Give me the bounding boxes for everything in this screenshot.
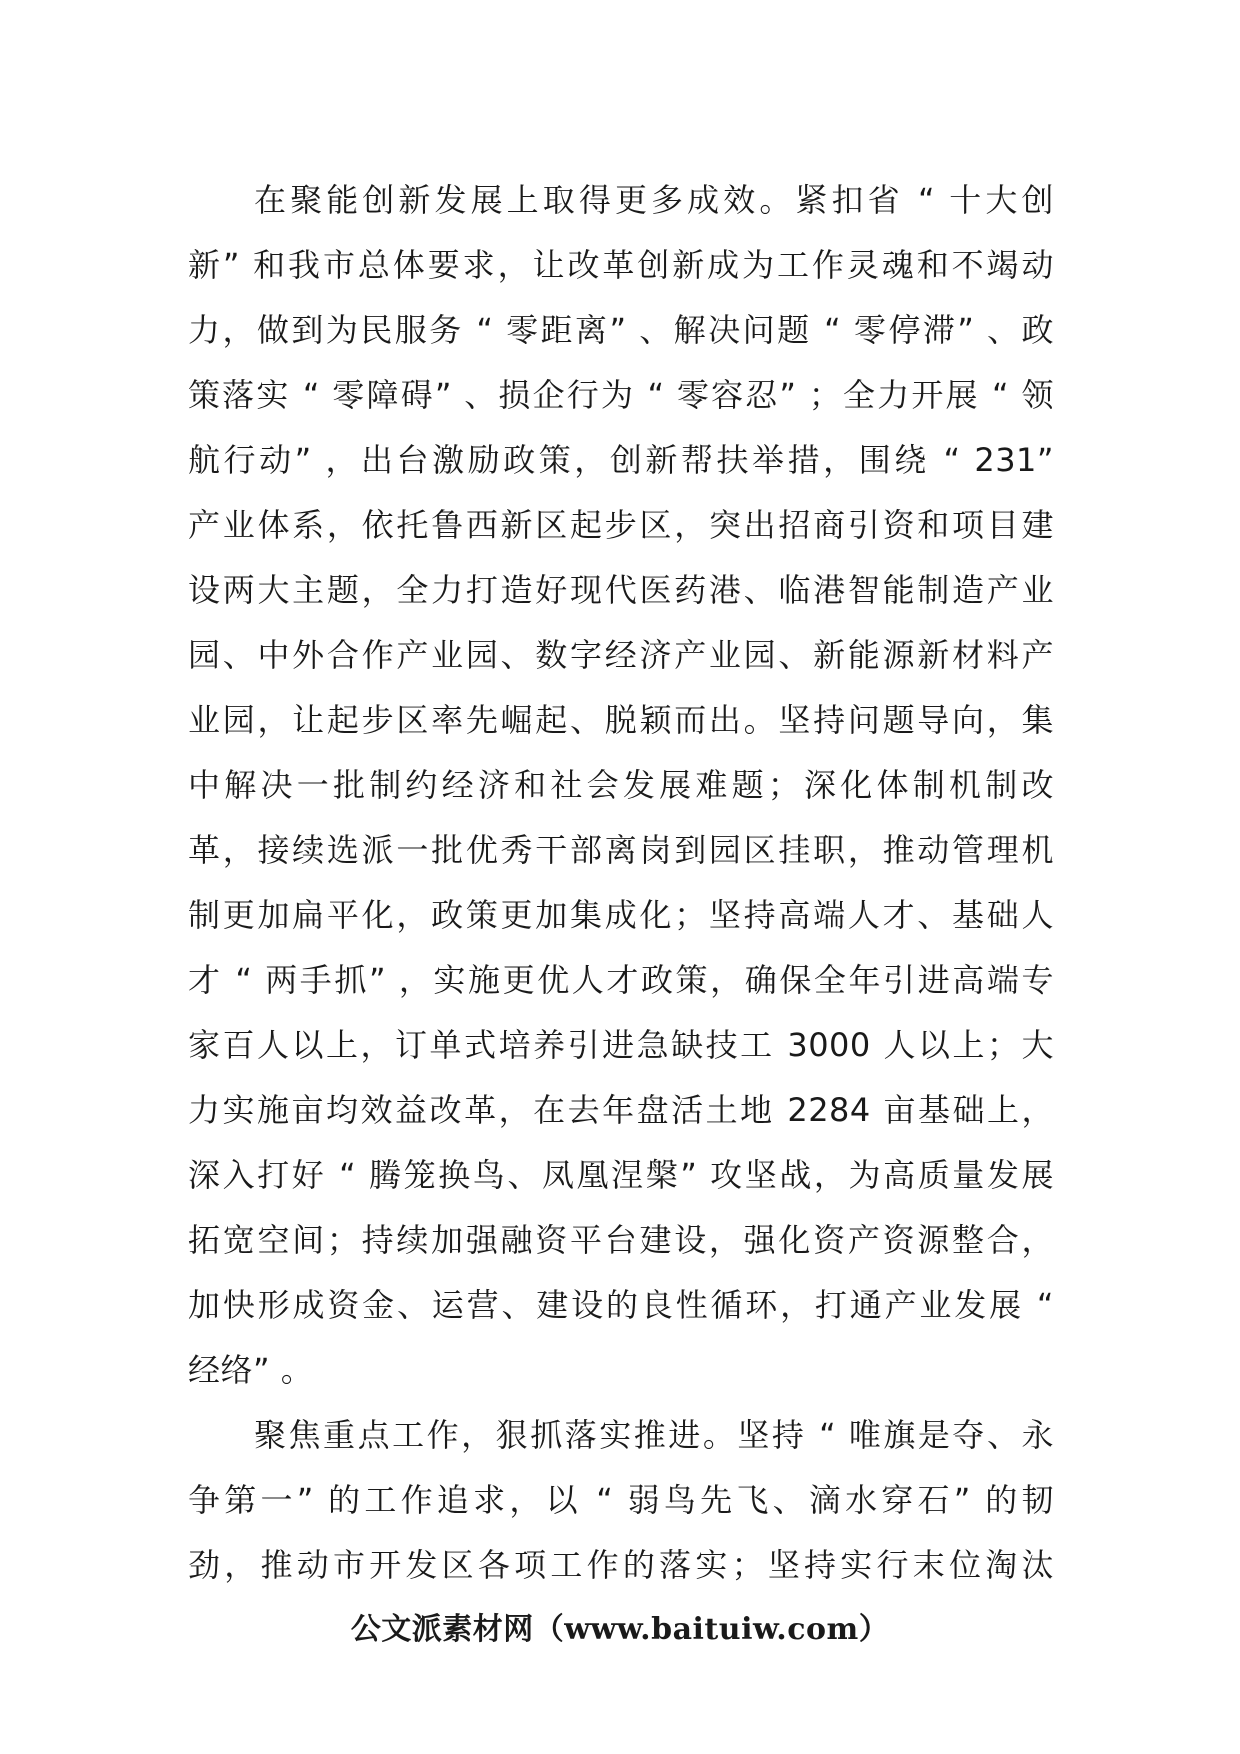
- paragraph-1-line: 产业体系，依托鲁西新区起步区，突出招商引资和项目建: [188, 506, 1054, 544]
- paragraph-1-line: 新” 和我市总体要求，让改革创新成为工作灵魂和不竭动: [188, 246, 1054, 284]
- paragraph-1-line: 力，做到为民服务 “ 零距离” 、解决问题 “ 零停滞” 、政: [188, 311, 1054, 349]
- paragraph-1-line: 力实施亩均效益改革，在去年盘活土地 2284 亩基础上，: [188, 1091, 1054, 1129]
- paragraph-2-line: 劲，推动市开发区各项工作的落实；坚持实行末位淘汰: [188, 1546, 1054, 1584]
- paragraph-1-line: 策落实 “ 零障碍” 、损企行为 “ 零容忍” ；全力开展 “ 领: [188, 376, 1054, 414]
- paragraph-1-line: 深入打好 “ 腾笼换鸟、凤凰涅槃” 攻坚战，为高质量发展: [188, 1156, 1054, 1194]
- paragraph-1-line: 经络” 。: [188, 1351, 314, 1389]
- paragraph-1-line: 在聚能创新发展上取得更多成效。紧扣省 “ 十大创: [254, 181, 1054, 219]
- paragraph-2-line: 争第一” 的工作追求，以 “ 弱鸟先飞、滴水穿石” 的韧: [188, 1481, 1054, 1519]
- paragraph-1-line: 才 “ 两手抓” ，实施更优人才政策，确保全年引进高端专: [188, 961, 1054, 999]
- paragraph-1-line: 业园，让起步区率先崛起、脱颖而出。坚持问题导向，集: [188, 701, 1054, 739]
- paragraph-1-line: 园、中外合作产业园、数字经济产业园、新能源新材料产: [188, 636, 1054, 674]
- paragraph-1-line: 制更加扁平化，政策更加集成化；坚持高端人才、基础人: [188, 896, 1054, 934]
- footer-watermark: 公文派素材网（www.baituiw.com）: [350, 1612, 890, 1647]
- paragraph-2-line: 聚焦重点工作，狠抓落实推进。坚持 “ 唯旗是夺、永: [254, 1416, 1054, 1454]
- document-body: [188, 168, 1054, 1598]
- paragraph-1-line: 航行动” ，出台激励政策，创新帮扶举措，围绕 “ 231”: [188, 441, 1054, 479]
- paragraph-1-line: 加快形成资金、运营、建设的良性循环，打通产业发展 “: [188, 1286, 1054, 1324]
- paragraph-1-line: 中解决一批制约经济和社会发展难题；深化体制机制改: [188, 766, 1054, 804]
- paragraph-1-line: 家百人以上，订单式培养引进急缺技工 3000 人以上；大: [188, 1026, 1054, 1064]
- paragraph-1-line: 革，接续选派一批优秀干部离岗到园区挂职，推动管理机: [188, 831, 1054, 869]
- paragraph-1-line: 设两大主题，全力打造好现代医药港、临港智能制造产业: [188, 571, 1054, 609]
- paragraph-1-line: 拓宽空间；持续加强融资平台建设，强化资产资源整合，: [188, 1221, 1054, 1259]
